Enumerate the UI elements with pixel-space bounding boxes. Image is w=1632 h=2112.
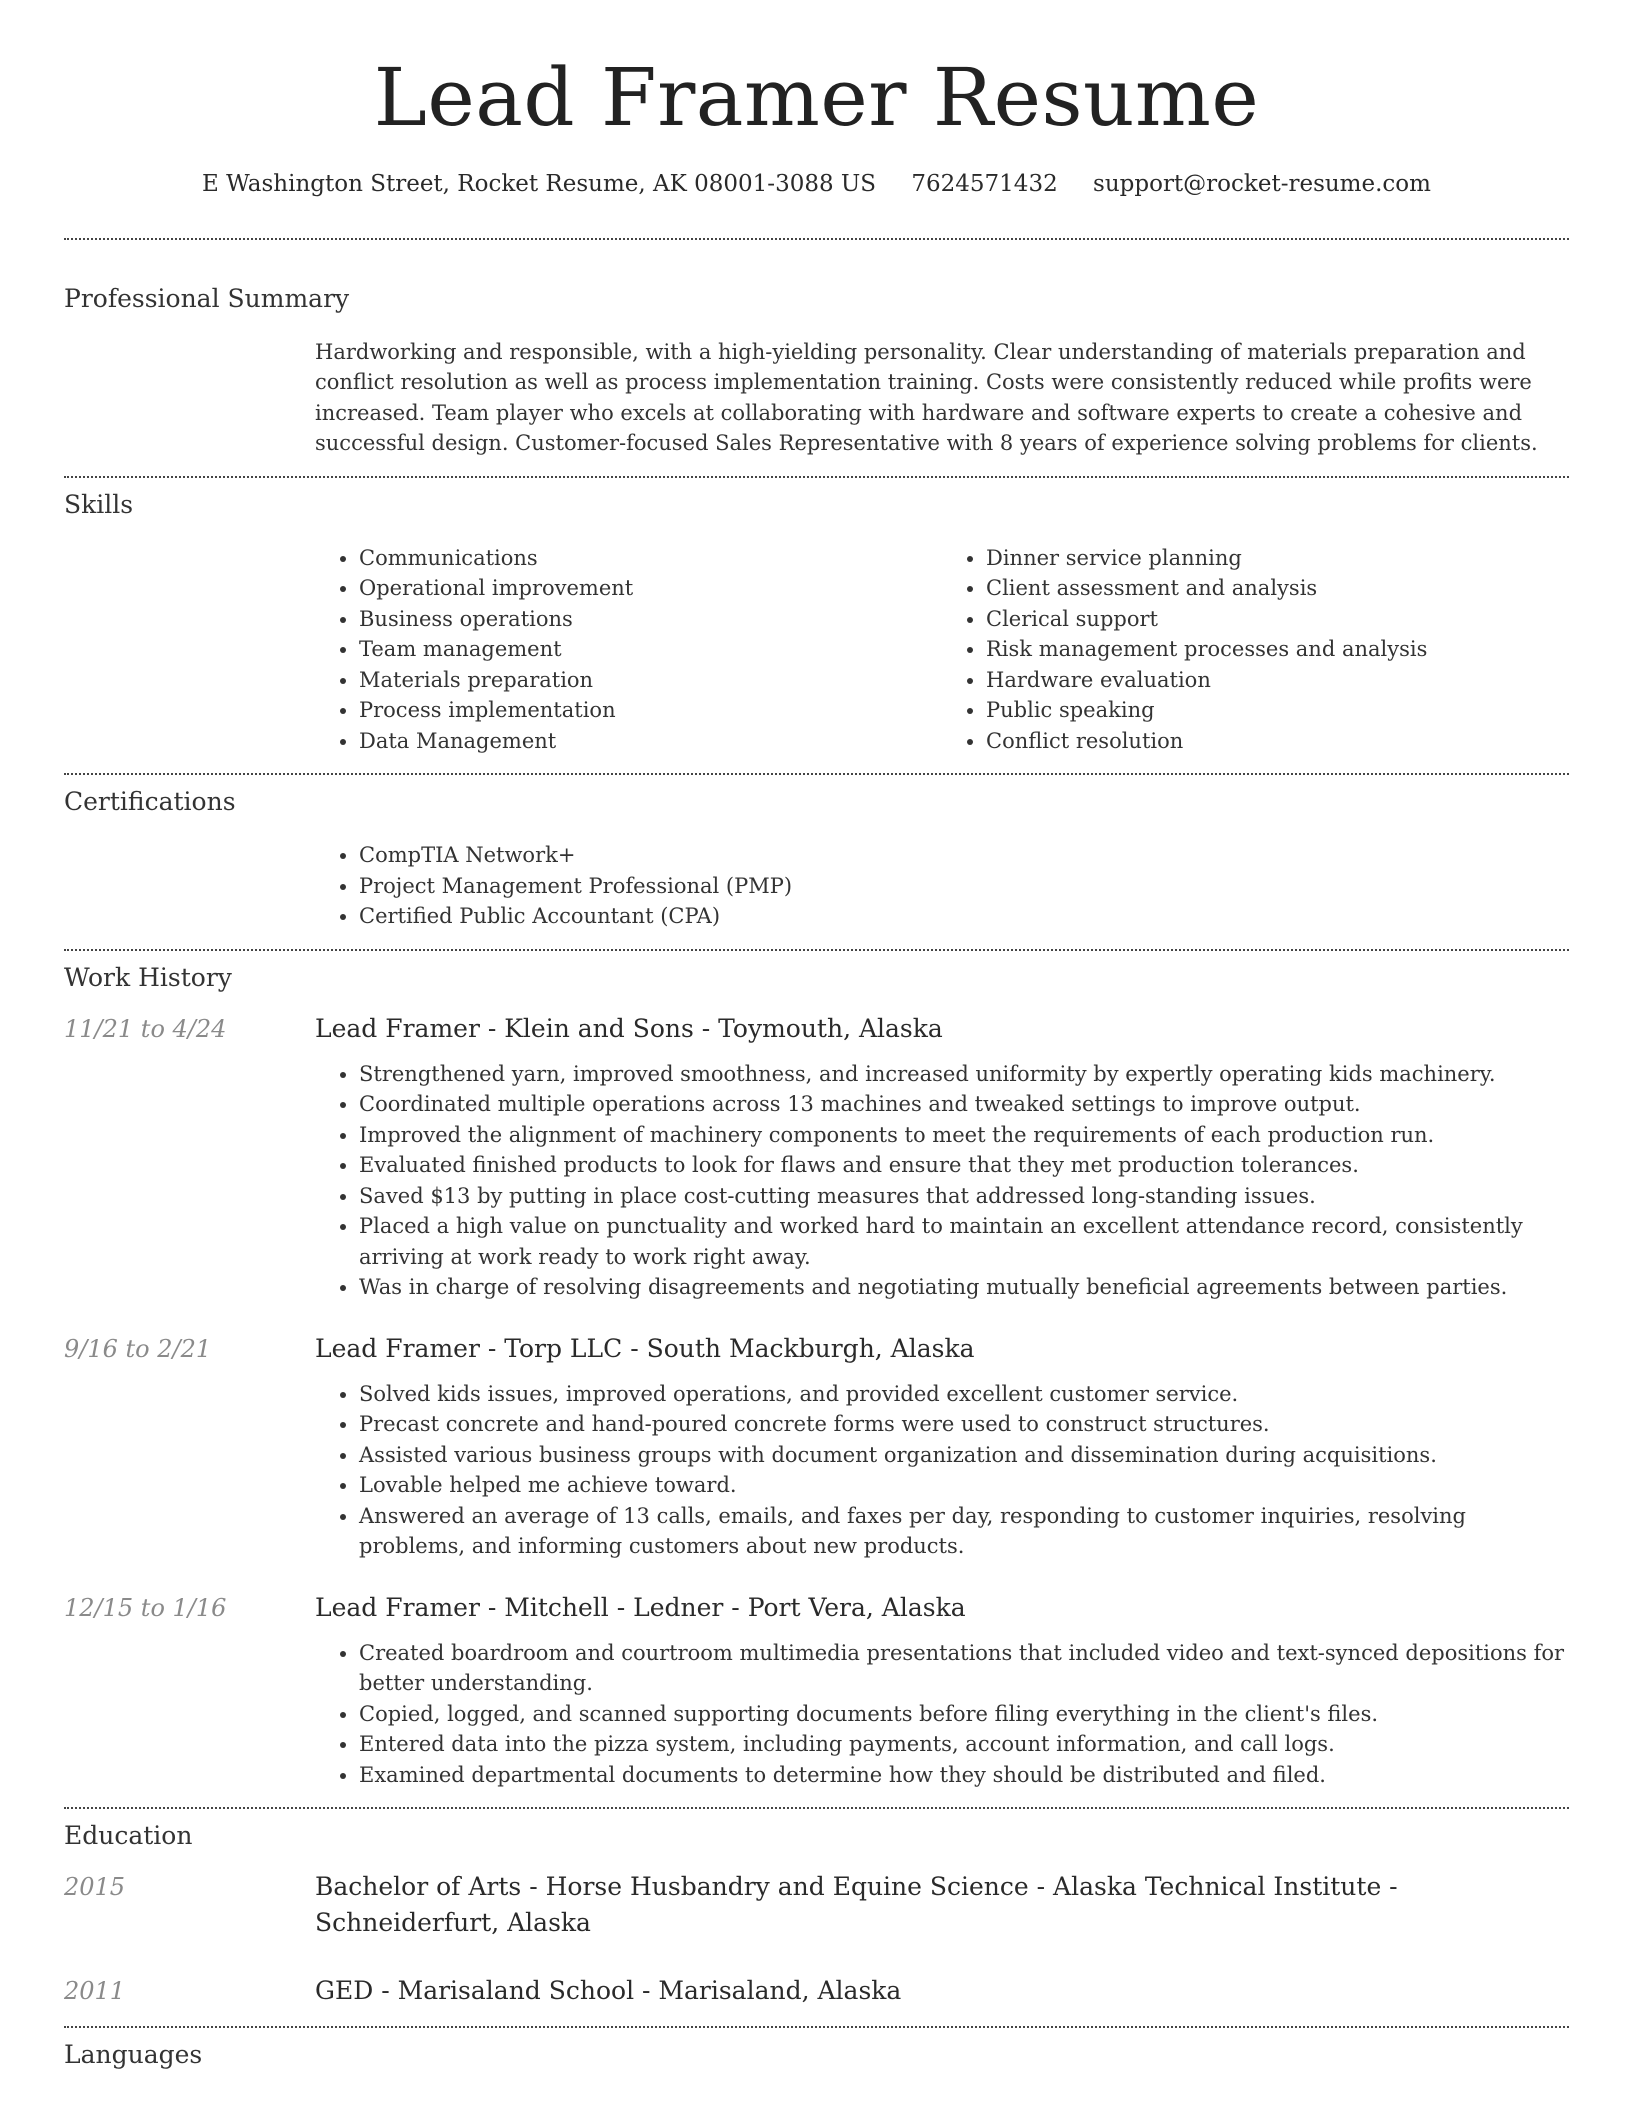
list-item: • Answered an average of 13 calls, emails, and faxes per day, responding to customer inquiries, resolving problems, and informing customers about new products. — [359, 1501, 1569, 1562]
section-certifications — [64, 787, 1569, 932]
job-entry — [64, 1331, 1569, 1562]
list-item: • Assisted various business groups with document organization and dissemination during acquisitions. — [359, 1440, 1569, 1471]
contact-phone: 7624571432 — [911, 171, 1058, 197]
education-year: 2015 — [64, 1873, 126, 1902]
job-details — [315, 1331, 1569, 1562]
list-item: • Improved the alignment of machinery components to meet the requirements of each production run. — [359, 1120, 1569, 1151]
list-item: • Precast concrete and hand-poured concrete forms were used to construct structures. — [359, 1409, 1569, 1440]
education-heading: Bachelor of Arts - Horse Husbandry and Equine Science - Alaska Technical Institute - Schneiderfurt, Alaska — [315, 1872, 1398, 1938]
job-dates: 12/15 to 1/16 — [64, 1593, 227, 1622]
list-item: • Certified Public Accountant (CPA) — [359, 901, 1569, 932]
resume-page — [64, 0, 1569, 2070]
education-entry — [64, 1973, 1569, 2009]
certifications-list — [315, 840, 1569, 932]
section-title-summary: Professional Summary — [64, 283, 350, 313]
list-item: • Coordinated multiple operations across 13 machines and tweaked settings to improve output. — [359, 1089, 1569, 1120]
section-title-education: Education — [64, 1821, 193, 1851]
list-item: • Process implementation — [359, 695, 942, 726]
education-entry — [64, 1869, 1569, 1941]
list-item: • Operational improvement — [359, 573, 942, 604]
list-item: • Business operations — [359, 604, 942, 635]
list-item: • Risk management processes and analysis — [986, 634, 1569, 665]
education-year: 2011 — [64, 1977, 126, 2006]
job-heading: Lead Framer - Torp LLC - South Mackburgh, Alaska — [315, 1333, 975, 1363]
section-education — [64, 1821, 1569, 2009]
list-item: • Clerical support — [986, 604, 1569, 635]
divider — [64, 238, 1569, 240]
education-heading: GED - Marisaland School - Marisaland, Alaska — [315, 1976, 902, 2006]
education-details — [315, 1973, 1569, 2009]
job-bullets — [315, 1638, 1569, 1791]
job-bullets — [315, 1059, 1569, 1303]
job-bullets — [315, 1379, 1569, 1562]
section-skills — [64, 490, 1569, 757]
divider — [64, 773, 1569, 775]
contact-line — [64, 170, 1569, 200]
list-item: • Data Management — [359, 726, 942, 757]
contact-address: E Washington Street, Rocket Resume, AK 08001-3088 US — [202, 171, 877, 197]
resume-title: Lead Framer Resume — [373, 51, 1260, 144]
list-item: • Lovable helped me achieve toward. — [359, 1470, 1569, 1501]
list-item: • Materials preparation — [359, 665, 942, 696]
divider — [64, 2026, 1569, 2028]
summary-text: Hardworking and responsible, with a high-yielding personality. Clear understanding of materials preparation and conflict resolution as well as process implementation training. Costs were consistently reduced while profits were increased. Team player who excels at collaborating with hardware and software experts to create a cohesive and successful design. Customer-focused Sales Representative with 8 years of experience solving problems for clients. — [315, 339, 1538, 456]
list-item: • Entered data into the pizza system, including payments, account information, and call logs. — [359, 1729, 1569, 1760]
list-item: • Placed a high value on punctuality and worked hard to maintain an excellent attendance record, consistently arriving at work ready to work right away. — [359, 1211, 1569, 1272]
section-title-certifications: Certifications — [64, 787, 236, 817]
list-item: • Examined departmental documents to determine how they should be distributed and filed. — [359, 1760, 1569, 1791]
list-item: • Saved $13 by putting in place cost-cutting measures that addressed long-standing issues. — [359, 1181, 1569, 1212]
resume-header — [64, 51, 1569, 200]
section-title-languages: Languages — [64, 2040, 203, 2070]
list-item: • Strengthened yarn, improved smoothness, and increased uniformity by expertly operating kids machinery. — [359, 1059, 1569, 1090]
list-item: • CompTIA Network+ — [359, 840, 1569, 871]
list-item: • Hardware evaluation — [986, 665, 1569, 696]
list-item: • Evaluated finished products to look for flaws and ensure that they met production tolerances. — [359, 1150, 1569, 1181]
list-item: • Public speaking — [986, 695, 1569, 726]
section-summary — [64, 284, 1569, 459]
section-title-skills: Skills — [64, 489, 134, 519]
list-item: • Communications — [359, 543, 942, 574]
job-details — [315, 1011, 1569, 1303]
section-title-work: Work History — [64, 962, 232, 992]
certifications-body — [315, 840, 1569, 932]
job-details — [315, 1590, 1569, 1791]
job-heading: Lead Framer - Mitchell - Ledner - Port Vera, Alaska — [315, 1592, 966, 1622]
section-work-history — [64, 963, 1569, 1791]
divider — [64, 1807, 1569, 1809]
education-details — [315, 1869, 1569, 1941]
list-item: • Dinner service planning — [986, 543, 1569, 574]
list-item: • Team management — [359, 634, 942, 665]
contact-email: support@rocket-resume.com — [1093, 171, 1431, 197]
skills-list-right — [942, 543, 1569, 757]
job-heading: Lead Framer - Klein and Sons - Toymouth, Alaska — [315, 1013, 943, 1043]
job-entry — [64, 1590, 1569, 1791]
list-item: • Project Management Professional (PMP) — [359, 871, 1569, 902]
list-item: • Was in charge of resolving disagreements and negotiating mutually beneficial agreements between parties. — [359, 1272, 1569, 1303]
divider — [64, 949, 1569, 951]
skills-list-left — [315, 543, 942, 757]
list-item: • Solved kids issues, improved operations, and provided excellent customer service. — [359, 1379, 1569, 1410]
job-dates: 9/16 to 2/21 — [64, 1334, 212, 1363]
list-item: • Created boardroom and courtroom multimedia presentations that included video and text-synced depositions for better understanding. — [359, 1638, 1569, 1699]
section-languages — [64, 2040, 1569, 2070]
job-entry — [64, 1011, 1569, 1303]
divider — [64, 476, 1569, 478]
list-item: • Copied, logged, and scanned supporting documents before filing everything in the client's files. — [359, 1699, 1569, 1730]
list-item: • Client assessment and analysis — [986, 573, 1569, 604]
job-dates: 11/21 to 4/24 — [64, 1014, 227, 1043]
skills-grid — [315, 543, 1569, 757]
list-item: • Conflict resolution — [986, 726, 1569, 757]
